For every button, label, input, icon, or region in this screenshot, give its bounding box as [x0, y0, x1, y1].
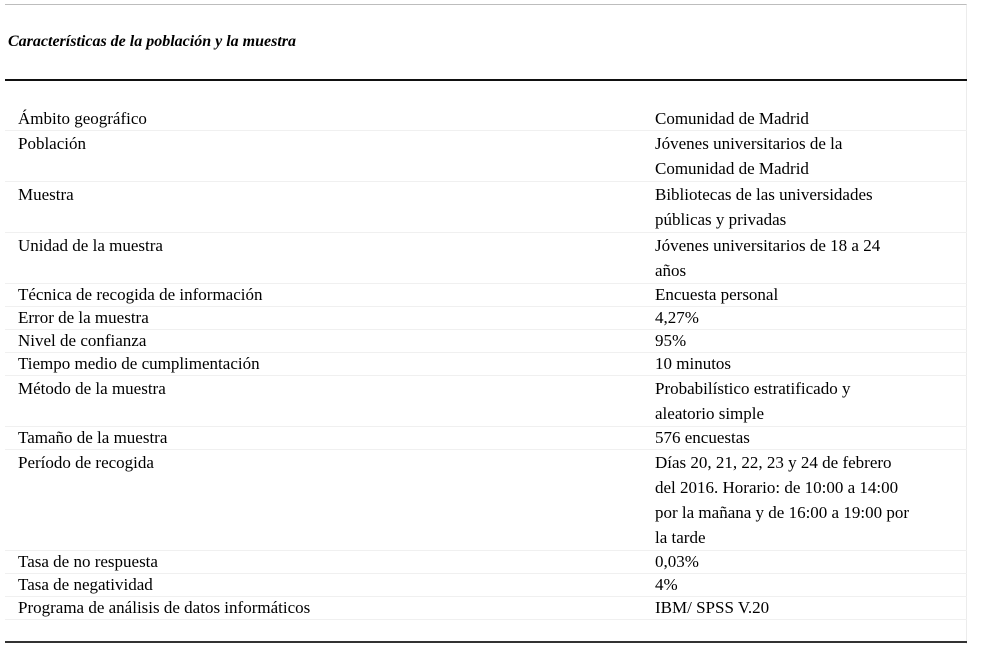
row-label: Nivel de confianza [18, 331, 147, 350]
table-row [5, 551, 967, 574]
value-line: 0,03% [655, 552, 699, 571]
row-value [655, 551, 967, 573]
row-value [655, 131, 967, 181]
value-line: 10 minutos [655, 354, 732, 373]
table-row [5, 284, 967, 307]
table-row [5, 450, 967, 551]
row-label: Programa de análisis de datos informáticos [18, 598, 311, 617]
table-row [5, 233, 967, 284]
table-row [5, 307, 967, 330]
value-line: Encuesta personal [655, 285, 779, 304]
value-line: Días 20, 21, 22, 23 y 24 de febrero [655, 453, 892, 472]
row-value [655, 450, 967, 550]
value-line: Jóvenes universitarios de 18 a 24 [655, 236, 881, 255]
bottom-rule [5, 641, 967, 643]
value-line: IBM/ SPSS V.20 [655, 598, 770, 617]
row-value [655, 427, 967, 449]
value-line: por la mañana y de 16:00 a 19:00 por [655, 503, 909, 522]
table-body [5, 108, 967, 620]
row-value [655, 182, 967, 232]
table-row [5, 131, 967, 182]
value-line: 4% [655, 575, 678, 594]
row-value [655, 353, 967, 375]
row-label: Período de recogida [18, 453, 154, 472]
row-value [655, 597, 967, 619]
table-row [5, 427, 967, 450]
value-line: públicas y privadas [655, 210, 787, 229]
table-row [5, 108, 967, 131]
table-row [5, 597, 967, 620]
row-label: Unidad de la muestra [18, 236, 163, 255]
row-label: Técnica de recogida de información [18, 285, 263, 304]
row-label: Tasa de no respuesta [18, 552, 158, 571]
value-line: Jóvenes universitarios de la [655, 134, 843, 153]
table-title: Características de la población y la muestra [8, 33, 296, 50]
row-label: Tasa de negatividad [18, 575, 153, 594]
value-line: la tarde [655, 528, 706, 547]
row-label: Tiempo medio de cumplimentación [18, 354, 260, 373]
table-row [5, 182, 967, 233]
value-line: Comunidad de Madrid [655, 159, 809, 178]
value-line: aleatorio simple [655, 404, 765, 423]
value-line: Comunidad de Madrid [655, 109, 809, 128]
row-label: Método de la muestra [18, 379, 166, 398]
value-line: años [655, 261, 687, 280]
table-row [5, 353, 967, 376]
table-row [5, 574, 967, 597]
row-label: Población [18, 134, 86, 153]
value-line: del 2016. Horario: de 10:00 a 14:00 [655, 478, 899, 497]
value-line: 4,27% [655, 308, 699, 327]
table-row [5, 330, 967, 353]
value-line: 576 encuestas [655, 428, 750, 447]
row-label: Tamaño de la muestra [18, 428, 168, 447]
row-value [655, 284, 967, 306]
row-value [655, 330, 967, 352]
value-line: Bibliotecas de las universidades [655, 185, 873, 204]
row-label: Error de la muestra [18, 308, 149, 327]
row-label: Ámbito geográfico [18, 109, 147, 128]
row-value [655, 376, 967, 426]
row-label: Muestra [18, 185, 74, 204]
row-value [655, 574, 967, 596]
table-row [5, 376, 967, 427]
value-line: 95% [655, 331, 687, 350]
row-value [655, 108, 967, 130]
row-value [655, 233, 967, 283]
value-line: Probabilístico estratificado y [655, 379, 851, 398]
header-rule [5, 79, 967, 81]
row-value [655, 307, 967, 329]
